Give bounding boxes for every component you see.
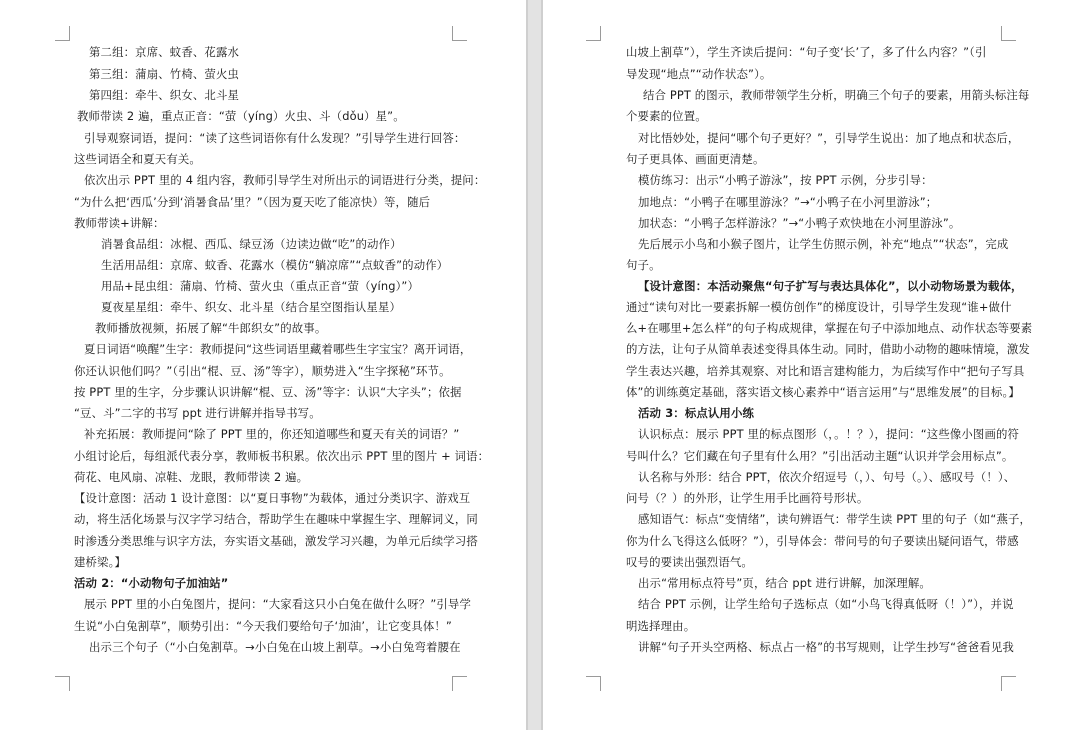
text-line: 第二组：京席、蚊香、花露水 — [89, 45, 240, 59]
text-line: 山坡上割草”），学生齐读后提问：“句子变‘长’了，多了什么内容？”（引 — [626, 45, 987, 59]
design-intent-text: 【设计意图：活动 1 设计意图：以“夏日事物”为载体，通过分类识字、游戏互 — [74, 491, 471, 505]
text-line: 结合 PPT 的图示，教师带领学生分析，明确三个句子的要素，用箭头标注每 — [643, 88, 1030, 102]
activity-heading: 活动 3：标点认用小练 — [638, 406, 755, 420]
design-intent-text: 通过“读句对比一要素拆解一模仿创作”的梯度设计，引导学生发现“谁+做什 — [626, 300, 1012, 314]
text-line: 句子更具体、画面更清楚。 — [626, 152, 765, 166]
crop-mark-bottom-left — [55, 676, 70, 691]
design-intent-text: 体”的训练奠定基础，落实语文核心素养中“语言运用”与“思维发展”的目标。】 — [626, 385, 1020, 399]
design-intent-text: 动，将生活化场景与汉字学习结合，帮助学生在趣味中掌握生字、理解词义，同 — [74, 512, 478, 526]
text-line: 句子。 — [626, 258, 661, 272]
text-line: 模仿练习：出示“小鸭子游泳”，按 PPT 示例，分步引导： — [638, 173, 933, 187]
design-intent-text: 【设计意图：本活动聚焦“句子扩写与表达具体化”，以小动物场景为载体， — [638, 279, 1023, 293]
text-line: 用品+昆虫组：蒲扇、竹椅、萤火虫（重点正音“萤（yíng）”） — [101, 279, 420, 293]
text-line: 这些词语全和夏天有关。 — [74, 152, 201, 166]
text-line: 夏夜星星组：牵牛、织女、北斗星（结合星空图指认星星） — [101, 300, 402, 314]
text-line: 结合 PPT 示例，让学生给句子选标点（如“小鸟飞得真低呀（！）”），并说 — [638, 597, 1014, 611]
text-line: 你还认识他们吗？”（引出“棍、豆、汤”等字），顺势进入“生字探秘”环节。 — [74, 364, 451, 378]
design-intent-text: 学生表达兴趣，培养其观察、对比和语言建构能力，为后续写作中“把句子写具 — [626, 364, 1025, 378]
text-line: 补充拓展：教师提问“除了 PPT 里的，你还知道哪些和夏天有关的词语？” — [84, 427, 460, 441]
text-line: 小组讨论后，每组派代表分享，教师板书积累。依次出示 PPT 里的图片 + 词语： — [74, 449, 490, 463]
crop-mark-bottom-right — [1001, 676, 1016, 691]
design-intent-text: 建桥梁。】 — [74, 555, 127, 569]
crop-mark-top-left — [586, 26, 601, 41]
design-intent-text: 的方法，让句子从简单表述变得具体生动。同时，借助小动物的趣味情境，激发 — [626, 342, 1030, 356]
text-line: 荷花、电风扇、凉鞋、龙眼，教师带读 2 遍。 — [74, 470, 309, 484]
text-line: 按 PPT 里的生字，分步骤认识讲解“棍、豆、汤”等字：认识“大字头”；依据 — [74, 385, 462, 399]
document-page-left — [0, 0, 526, 730]
text-line: 讲解“句子开头空两格、标点占一格”的书写规则，让学生抄写“爸爸看见我 — [638, 640, 1014, 654]
design-intent-text: 时渗透分类思维与识字方法，夯实语文基础，激发学习兴趣，为单元后续学习搭 — [74, 534, 478, 548]
text-line: 出示“常用标点符号”页，结合 ppt 进行讲解，加深理解。 — [638, 576, 931, 590]
crop-mark-bottom-right — [452, 676, 467, 691]
crop-mark-top-right — [452, 26, 467, 41]
text-line: 号叫什么？它们藏在句子里有什么用？”引出活动主题“认识并学会用标点”。 — [626, 449, 1014, 463]
text-line: “豆、斗”二字的书写 ppt 进行讲解并指导书写。 — [74, 406, 321, 420]
text-line: 生说“小白兔割草”，顺势引出：“今天我们要给句子‘加油’，让它变具体！” — [74, 619, 452, 633]
text-line: 第三组：蒲扇、竹椅、萤火虫 — [89, 67, 240, 81]
text-line: 认识标点：展示 PPT 里的标点图形（，。！？），提问：“这些像小图画的符 — [638, 427, 1020, 441]
text-line: “为什么把‘西瓜’分到‘消暑食品’里？”（因为夏天吃了能凉快）等，随后 — [74, 195, 431, 209]
text-line: 你为什么飞得这么低呀？”），引导体会：带问号的句子要读出疑问语气，带感 — [626, 534, 1019, 548]
text-line: 消暑食品组：冰棍、西瓜、绿豆汤（边读边做“吃”的动作） — [101, 237, 402, 251]
text-line: 个要素的位置。 — [626, 109, 707, 123]
design-intent-text: 么+在哪里+怎么样”的句子构成规律，掌握在句子中添加地点、动作状态等要素 — [626, 321, 1033, 335]
text-line: 生活用品组：京席、蚊香、花露水（模仿“躺凉席”“点蚊香”的动作） — [101, 258, 449, 272]
crop-mark-top-left — [55, 26, 70, 41]
text-line: 教师播放视频，拓展了解“牛郎织女”的故事。 — [95, 321, 327, 335]
text-line: 导发现“地点”“动作状态”）。 — [626, 67, 772, 81]
crop-mark-top-right — [1001, 26, 1016, 41]
text-line: 先后展示小鸟和小猴子图片，让学生仿照示例，补充“地点”“状态”，完成 — [638, 237, 1009, 251]
text-line: 教师带读+讲解： — [74, 216, 165, 230]
activity-heading: 活动 2：“小动物句子加油站” — [74, 576, 229, 590]
text-line: 对比悟妙处，提问“哪个句子更好？”，引导学生说出：加了地点和状态后， — [638, 131, 1020, 145]
text-line: 引导观察词语，提问：“读了这些词语你有什么发现？”引导学生进行回答： — [84, 131, 466, 145]
text-line: 感知语气：标点“变情绪”，读句辨语气：带学生读 PPT 里的句子（如“燕子， — [638, 512, 1032, 526]
page-gap-shadow — [526, 0, 528, 730]
text-line: 问号（？）的外形，让学生用手比画符号形状。 — [626, 491, 869, 505]
text-line: 展示 PPT 里的小白兔图片，提问：“大家看这只小白兔在做什么呀？”引导学 — [84, 597, 472, 611]
text-line: 加状态：“小鸭子怎样游泳？”→“小鸭子欢快地在小河里游泳”。 — [638, 216, 961, 230]
text-line: 认名称与外形：结合 PPT，依次介绍逗号（，）、句号（。）、感叹号（！）、 — [638, 470, 1016, 484]
document-page-right — [543, 0, 1080, 730]
text-line: 教师带读 2 遍，重点正音：“萤（yíng）火虫、斗（dǒu）星”。 — [77, 109, 405, 123]
text-line: 出示三个句子（“小白兔割草。→小白兔在山坡上割草。→小白兔弯着腰在 — [89, 640, 461, 654]
text-line: 依次出示 PPT 里的 4 组内容，教师引导学生对所出示的词语进行分类，提问： — [84, 173, 486, 187]
text-line: 第四组：牵牛、织女、北斗星 — [89, 88, 240, 102]
text-line: 叹号的要读出强烈语气。 — [626, 555, 753, 569]
crop-mark-bottom-left — [586, 676, 601, 691]
text-line: 加地点：“小鸭子在哪里游泳？”→“小鸭子在小河里游泳”； — [638, 195, 938, 209]
text-line: 明选择理由。 — [626, 619, 696, 633]
text-line: 夏日词语“唤醒”生字：教师提问“这些词语里藏着哪些生字宝宝？离开词语， — [84, 342, 472, 356]
